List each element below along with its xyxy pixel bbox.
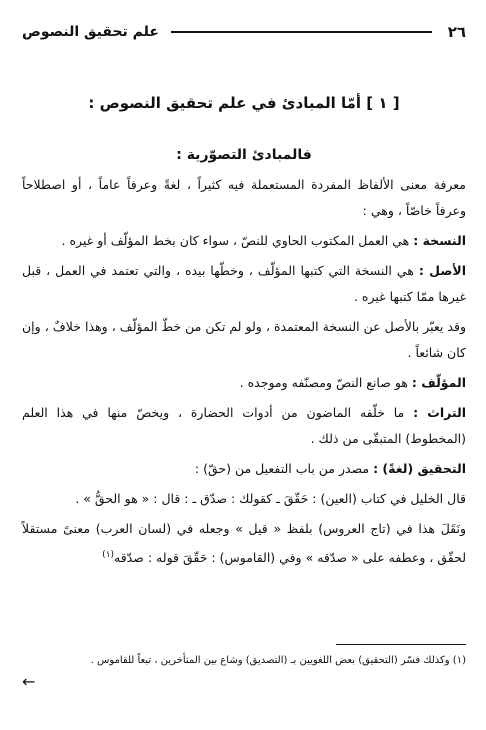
term-muallif: المؤلّف : xyxy=(411,375,466,390)
definition-muallif xyxy=(22,370,466,396)
definition-turath-text: ما خلّفه الماضون من أدوات الحضارة ، ويخصّ منها في هذا العلم (المخطوط) المتبقّى من ذلك . xyxy=(22,405,466,446)
continue-arrow-icon: ← xyxy=(22,672,36,691)
term-nuskha: النسخة : xyxy=(413,233,466,248)
footnote-text: (١) وكذلك فسّر (التحقيق) بعض اللغويين بـ (التصديق) وشاع بين المتأخرين ، تبعاً للقاموس . xyxy=(90,655,466,666)
definition-asl xyxy=(22,258,466,310)
definition-asl-text: هي النسخة التي كتبها المؤلّف ، وخطّها بيده ، والتي تعتمد في العمل ، قبل غيرها ممّا كتبها غيره . xyxy=(22,263,466,304)
book-page xyxy=(22,10,466,720)
page-number: ٢٦ xyxy=(447,23,466,41)
term-tahqiq: التحقيق (لغةً) : xyxy=(373,461,466,476)
definition-tahqiq xyxy=(22,456,466,482)
running-header xyxy=(22,20,466,44)
definition-muallif-text: هو صانع النصّ ومصنّفه وموجده . xyxy=(239,375,412,390)
intro-paragraph: معرفة معنى الألفاظ المفردة المستعملة فيه كثيراً ، لغةً وعرفاً عاماً ، أو اصطلاحاً وعرفاً خاصّاً ، وهي : xyxy=(22,177,466,218)
asl-note-paragraph: وقد يعبّر بالأصل عن النسخة المعتمدة ، ولو لم تكن من خطّ المؤلّف ، وهذا خلافٌ ، وإن كان شائعاً . xyxy=(22,319,466,360)
definition-nuskha xyxy=(22,228,466,254)
footnote-rule xyxy=(336,644,466,645)
definition-tahqiq-text: مصدر من باب التفعيل من (حقّ) : xyxy=(194,461,374,476)
header-rule xyxy=(171,31,432,33)
term-turath: التراث : xyxy=(413,405,466,420)
subsection-title: فالمبادئ التصوّرية : xyxy=(176,147,312,163)
definition-nuskha-text: هي العمل المكتوب الحاوي للنصّ ، سواء كان بخط المؤلّف أو غيره . xyxy=(61,233,414,248)
term-asl: الأصل : xyxy=(418,263,466,278)
naqal-text: ونَقَلَ هذا في (تاج العروس) بلفظ « قيل » وجعله في (لسان العرب) معنىً مستقلاً لحقّق ، وعطفه على « صدّقه » وفي (القاموس) : حَقّقَ قوله : صدّقه xyxy=(22,521,466,566)
page-body xyxy=(22,84,466,575)
naqal-paragraph xyxy=(22,516,466,571)
footnote-reference[interactable]: (١) xyxy=(102,550,115,560)
section-title: [ ١ ] أمّا المبادئ في علم تحقيق النصوص : xyxy=(88,94,400,112)
definition-turath xyxy=(22,400,466,452)
running-title: علم تحقيق النصوص xyxy=(22,24,159,40)
khalil-paragraph: قال الخليل في كتاب (العين) : حَقّقَ ـ كقولك : صدّق ـ : قال : « هو الحقُّ » . xyxy=(75,491,466,506)
